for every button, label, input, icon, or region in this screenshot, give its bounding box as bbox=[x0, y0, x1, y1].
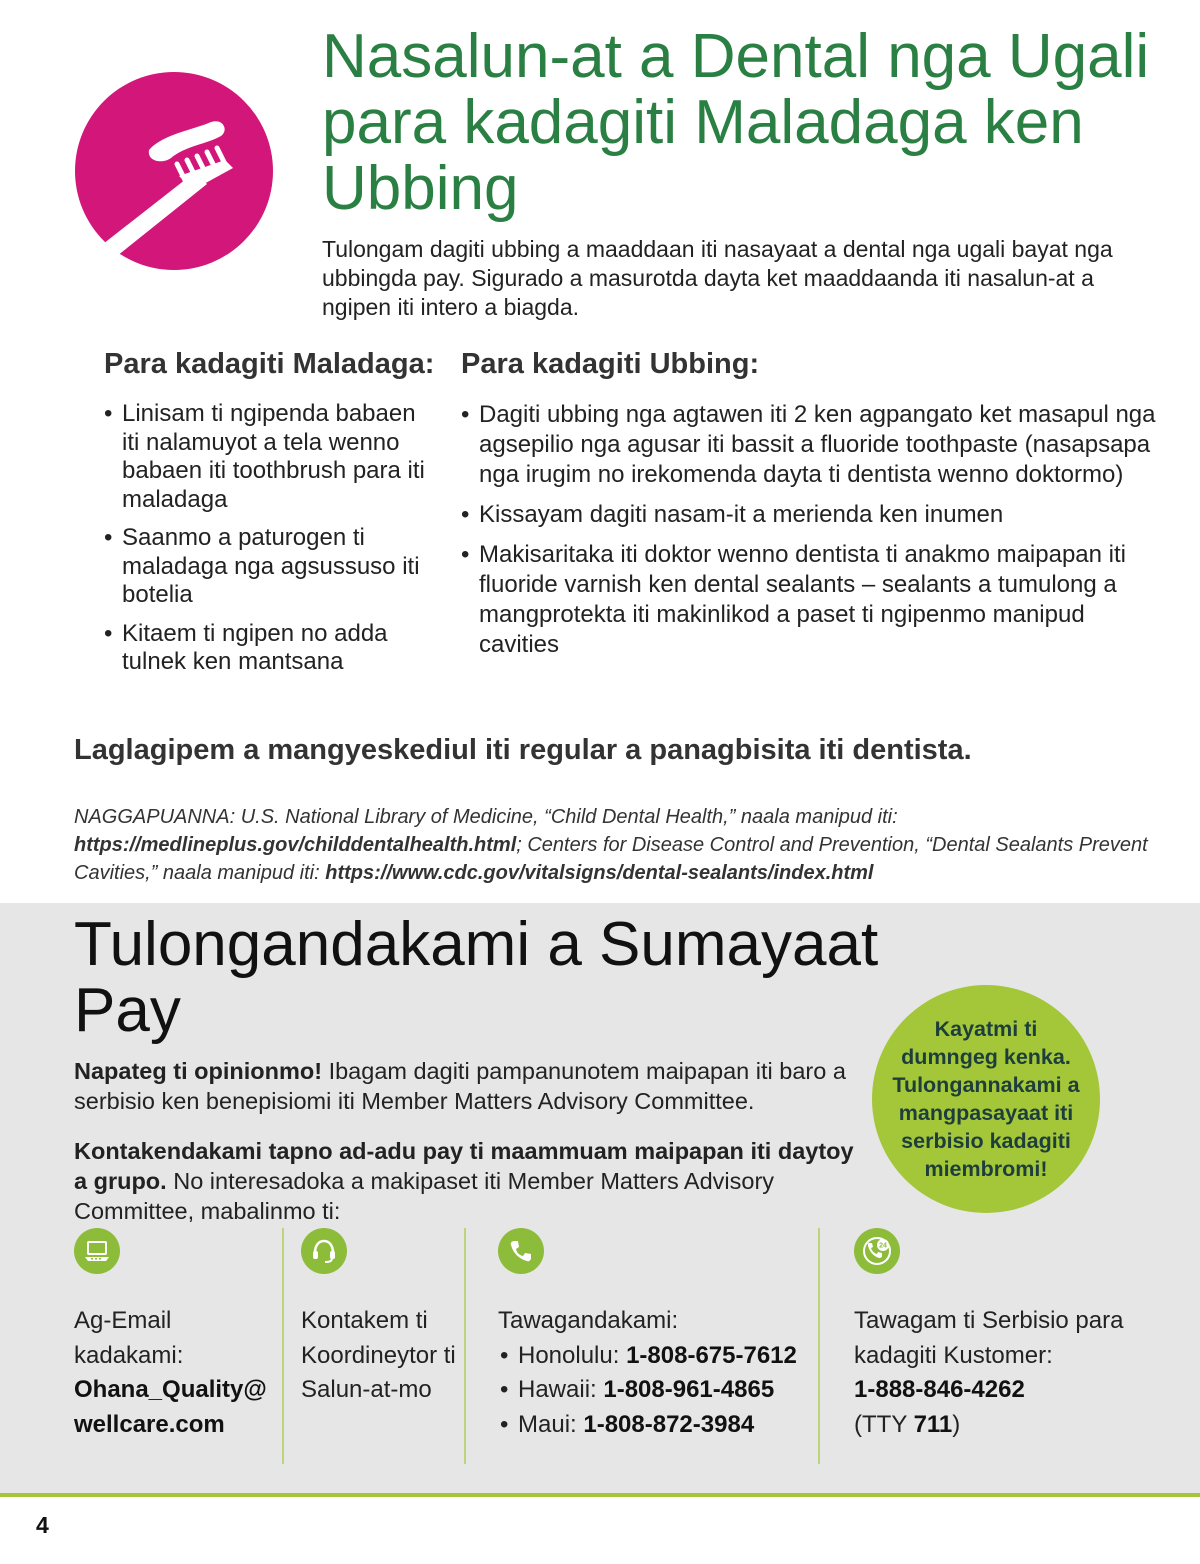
reminder-text: Laglagipem a mangyeskediul iti regular a panagbisita iti dentista. bbox=[74, 734, 972, 766]
phone-number-hawaii[interactable]: 1-808-961-4865 bbox=[603, 1376, 775, 1403]
list-item: • Kitaem ti ngipen no adda tulnek ken mantsana bbox=[104, 620, 439, 677]
children-column bbox=[461, 342, 1161, 670]
tty-open: (TTY bbox=[854, 1410, 914, 1438]
icon-24-text: 24 bbox=[879, 1242, 887, 1250]
contact-customer-service bbox=[854, 1228, 1154, 1464]
feedback-p2-rest: No interesadoka a makipaset iti Member Matters Advisory Committee, mabalinmo ti: bbox=[74, 1168, 775, 1224]
sources-mid: ; Centers for Disease Control and Prevention, “Dental Sealants Prevent Cavities,” naala manipud iti: bbox=[74, 834, 1148, 884]
contact-email bbox=[74, 1228, 279, 1464]
infants-list bbox=[104, 400, 439, 677]
coordinator-label: Kontakem ti Koordineytor ti Salun-at-mo bbox=[301, 1307, 456, 1403]
email-label: Ag-Email kadakami: bbox=[74, 1307, 184, 1369]
phone-list bbox=[498, 1339, 813, 1443]
toothbrush-logo bbox=[75, 72, 273, 270]
column-divider bbox=[818, 1228, 820, 1464]
email-address-line-2[interactable]: wellcare.com bbox=[74, 1410, 225, 1438]
column-divider bbox=[464, 1228, 466, 1464]
phone-place: Hawaii: bbox=[518, 1376, 604, 1403]
sources-text bbox=[74, 803, 1154, 887]
sources-lead: NAGGAPUANNA: U.S. National Library of Medicine, “Child Dental Health,” naala manipud iti: bbox=[74, 806, 898, 828]
headset-icon bbox=[301, 1228, 347, 1274]
children-heading: Para kadagiti Ubbing: bbox=[461, 348, 760, 380]
feedback-p1-rest: Ibagam dagiti pampanunotem maipapan iti baro a serbisio ken benepisiomi iti Member Matters Advisory Committee. bbox=[74, 1058, 846, 1114]
source-link-medlineplus[interactable]: https://medlineplus.gov/childdentalhealth.html bbox=[74, 834, 517, 856]
phone-24-icon bbox=[854, 1228, 900, 1274]
feedback-p2-bold: Kontakendakami tapno ad-adu pay ti maammuam maipapan iti daytoy a grupo. bbox=[74, 1138, 854, 1194]
callout-badge bbox=[872, 985, 1100, 1213]
laptop-icon bbox=[74, 1228, 120, 1274]
tty-number[interactable]: 711 bbox=[913, 1410, 953, 1438]
contact-coordinator bbox=[301, 1228, 461, 1464]
tty-close: ) bbox=[952, 1410, 961, 1438]
list-item: • Dagiti ubbing nga agtawen iti 2 ken agpangato ket masapul nga agsepilio nga agusar iti bassit a fluoride toothpaste (nasapsapa nga irugim no irekomenda dayta ti dentista wenno doktormo) bbox=[461, 400, 1161, 490]
feedback-p1-bold: Napateg ti opinionmo! bbox=[74, 1058, 323, 1084]
phone-number-honolulu[interactable]: 1-808-675-7612 bbox=[626, 1341, 797, 1369]
phone-icon bbox=[498, 1228, 544, 1274]
list-item: • Makisaritaka iti doktor wenno dentista ti anakmo maipapan iti fluoride varnish ken dental sealants – sealants a tumulong a mangprotekta iti makinlikod a paset ti ngipenmo manipud cavities bbox=[461, 540, 1161, 660]
footer-rule bbox=[0, 1493, 1200, 1497]
page-title: Nasalun-at a Dental nga Ugali para kadagiti Maladaga ken Ubbing bbox=[322, 22, 1150, 223]
children-list bbox=[461, 400, 1161, 660]
phone-item-honolulu bbox=[498, 1339, 813, 1374]
callout-text: Kayatmi ti dumngeg kenka. Tulongannakami a mangpasayaat iti serbisio kadagiti miembromi! bbox=[892, 1017, 1080, 1181]
phone-place: Honolulu: bbox=[518, 1341, 627, 1369]
feedback-paragraph-2 bbox=[74, 1136, 864, 1226]
phone-number-maui[interactable]: 1-808-872-3984 bbox=[583, 1410, 755, 1438]
feedback-paragraph-1 bbox=[74, 1056, 864, 1116]
page-number: 4 bbox=[36, 1512, 49, 1538]
phone-item-maui bbox=[498, 1408, 813, 1443]
phone-place: Maui: bbox=[518, 1410, 584, 1438]
service-label: Tawagam ti Serbisio para kadagiti Kustomer: bbox=[854, 1307, 1124, 1369]
service-number[interactable]: 1-888-846-4262 bbox=[854, 1376, 1025, 1403]
intro-text: Tulongam dagiti ubbing a maaddaan iti nasayaat a dental nga ugali bayat nga ubbingda pay. Sigurado a masurotda dayta ket maaddaanda iti nasalun-at a ngipen iti intero a biagda. bbox=[322, 236, 1113, 320]
infants-heading: Para kadagiti Maladaga: bbox=[104, 348, 435, 380]
column-divider bbox=[282, 1228, 284, 1464]
email-address-line-1[interactable]: Ohana_Quality@ bbox=[74, 1376, 267, 1403]
source-link-cdc[interactable]: https://www.cdc.gov/vitalsigns/dental-sealants/index.html bbox=[325, 862, 874, 884]
list-item: • Saanmo a paturogen ti maladaga nga agsussuso iti botelia bbox=[104, 524, 439, 610]
toothbrush-icon bbox=[75, 72, 273, 270]
infants-column bbox=[104, 342, 439, 687]
list-item: • Kissayam dagiti nasam-it a merienda ken inumen bbox=[461, 500, 1161, 530]
list-item: • Linisam ti ngipenda babaen iti nalamuyot a tela wenno babaen iti toothbrush para iti maladaga bbox=[104, 400, 439, 514]
call-label: Tawagandakami: bbox=[498, 1307, 679, 1334]
feedback-title: Tulongandakami a Sumayaat Pay bbox=[74, 910, 879, 1045]
contact-phone bbox=[498, 1228, 813, 1464]
phone-item-hawaii bbox=[498, 1373, 813, 1408]
